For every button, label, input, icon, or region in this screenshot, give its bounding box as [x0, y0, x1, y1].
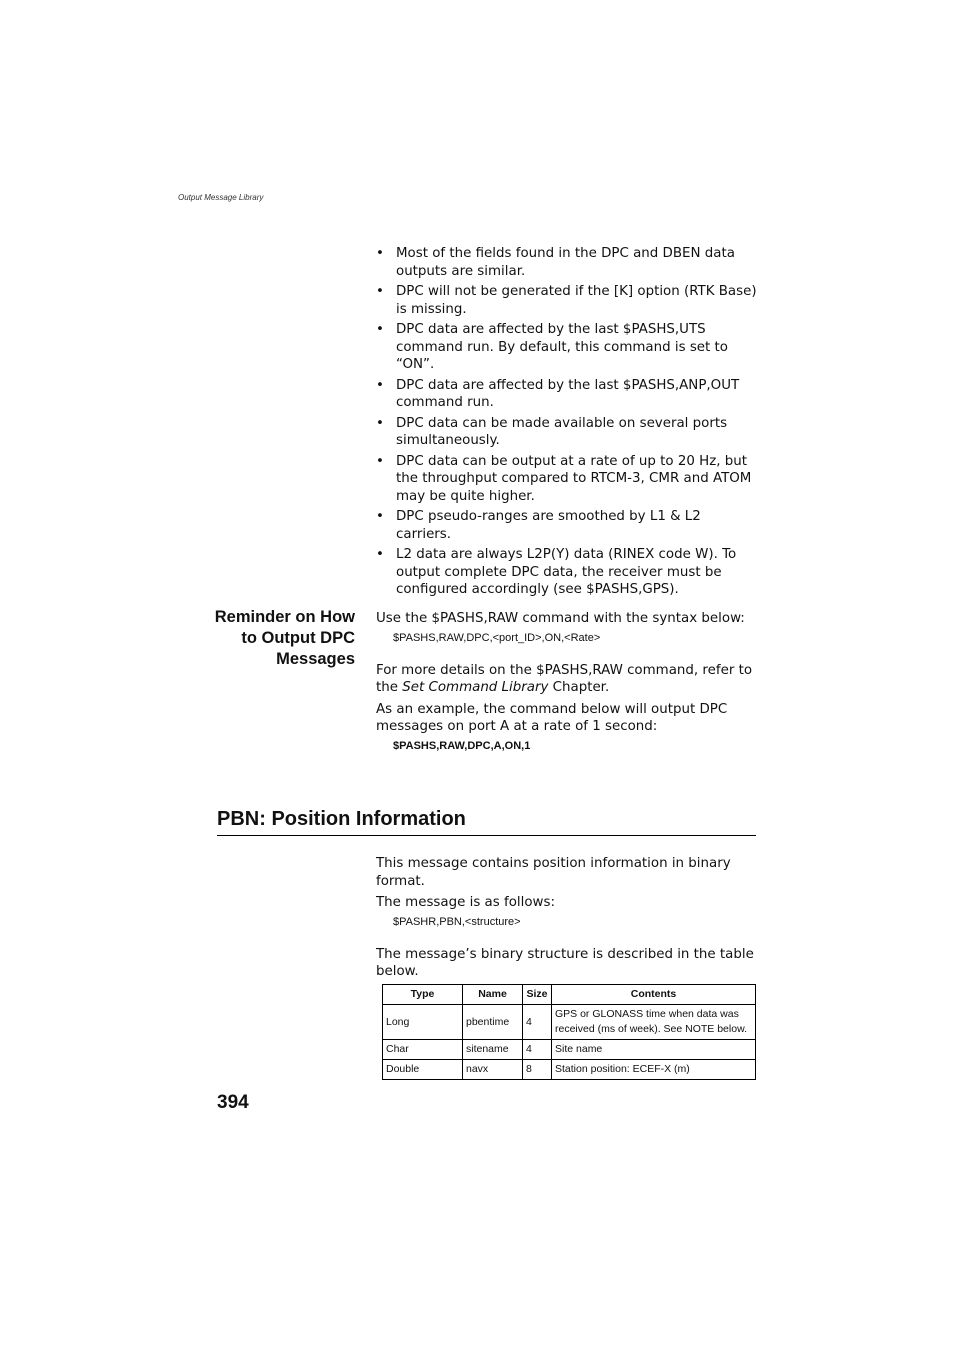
column-header: Type: [383, 985, 463, 1005]
bullet-icon: •: [376, 322, 384, 337]
bullet-icon: •: [376, 246, 384, 261]
list-item: [376, 283, 758, 318]
list-item: [376, 377, 758, 412]
table-cell: navx: [463, 1060, 523, 1080]
details-paragraph: [376, 662, 758, 697]
heading-line: Reminder on How: [214, 608, 355, 626]
bullet-text: DPC data can be made available on several ports simultaneously.: [396, 415, 728, 448]
list-item: [376, 453, 758, 506]
section-paragraph: The message’s binary structure is described in the table below.: [376, 946, 754, 979]
syntax-code: $PASHS,RAW,DPC,<port_ID>,ON,<Rate>: [393, 631, 601, 644]
bullet-text: DPC data are affected by the last $PASHS,ANP,OUT command run.: [396, 377, 740, 410]
example-code: $PASHS,RAW,DPC,A,ON,1: [393, 739, 531, 752]
bullet-icon: •: [376, 547, 384, 562]
bullet-icon: •: [376, 453, 384, 469]
reminder-intro: Use the $PASHS,RAW command with the syntax below:: [376, 611, 745, 626]
reminder-body: [376, 610, 758, 754]
table-cell: Double: [383, 1060, 463, 1080]
list-item: [376, 245, 758, 280]
page-number: 394: [217, 1092, 249, 1113]
section-body: [376, 855, 758, 981]
bullet-text: DPC data are affected by the last $PASHS,UTS command run. By default, this command is set to “ON”.: [396, 322, 728, 372]
section-paragraph: This message contains position information in binary format.: [376, 856, 731, 889]
bullet-text: L2 data are always L2P(Y) data (RINEX code W). To output complete DPC data, the receiver must be configured accordingly (see $PASHS,GPS).: [396, 547, 737, 597]
list-item: [376, 508, 758, 543]
table-cell: Char: [383, 1040, 463, 1060]
bullet-icon: •: [376, 415, 384, 431]
list-item: [376, 321, 758, 374]
table-cell: 8: [523, 1060, 552, 1080]
table-row: [383, 1005, 756, 1040]
table-row: [383, 1060, 756, 1080]
section-heading: PBN: Position Information: [217, 806, 756, 836]
structure-table: [382, 984, 756, 1080]
details-text: For more details on the $PASHS,RAW command, refer to the: [376, 662, 753, 695]
details-text-end: Chapter.: [548, 680, 610, 695]
list-item: [376, 546, 758, 599]
table-cell: Site name: [552, 1040, 756, 1060]
table-header-row: [383, 985, 756, 1005]
bullet-text: DPC data can be output at a rate of up to 20 Hz, but the throughput compared to RTCM-3, CMR and ATOM may be quite higher.: [396, 453, 752, 504]
bullet-icon: •: [376, 284, 384, 299]
column-header: Size: [523, 985, 552, 1005]
bullet-text: Most of the fields found in the DPC and DBEN data outputs are similar.: [396, 246, 735, 279]
table-row: [383, 1040, 756, 1060]
section-paragraph: The message is as follows:: [376, 895, 555, 910]
example-intro: As an example, the command below will output DPC messages on port A at a rate of 1 second:: [376, 701, 728, 734]
column-header: Contents: [552, 985, 756, 1005]
format-code: $PASHR,PBN,<structure>: [393, 915, 521, 928]
reminder-side-heading: [200, 607, 355, 670]
table-cell: GPS or GLONASS time when data was received (ms of week). See NOTE below.: [552, 1005, 756, 1040]
table-cell: 4: [523, 1005, 552, 1040]
bullet-icon: •: [376, 377, 384, 393]
notes-bullet-list: [376, 245, 758, 602]
bullet-text: DPC pseudo-ranges are smoothed by L1 & L2 carriers.: [396, 509, 701, 542]
table-cell: 4: [523, 1040, 552, 1060]
table-cell: sitename: [463, 1040, 523, 1060]
heading-line: Messages: [276, 650, 355, 668]
column-header: Name: [463, 985, 523, 1005]
table-cell: Station position: ECEF-X (m): [552, 1060, 756, 1080]
list-item: [376, 415, 758, 450]
heading-line: to Output DPC: [241, 629, 355, 647]
bullet-icon: •: [376, 509, 384, 524]
table-cell: pbentime: [463, 1005, 523, 1040]
chapter-reference: Set Command Library: [402, 680, 549, 695]
running-header: Output Message Library: [178, 193, 264, 202]
bullet-text: DPC will not be generated if the [K] option (RTK Base) is missing.: [396, 284, 757, 317]
table-cell: Long: [383, 1005, 463, 1040]
